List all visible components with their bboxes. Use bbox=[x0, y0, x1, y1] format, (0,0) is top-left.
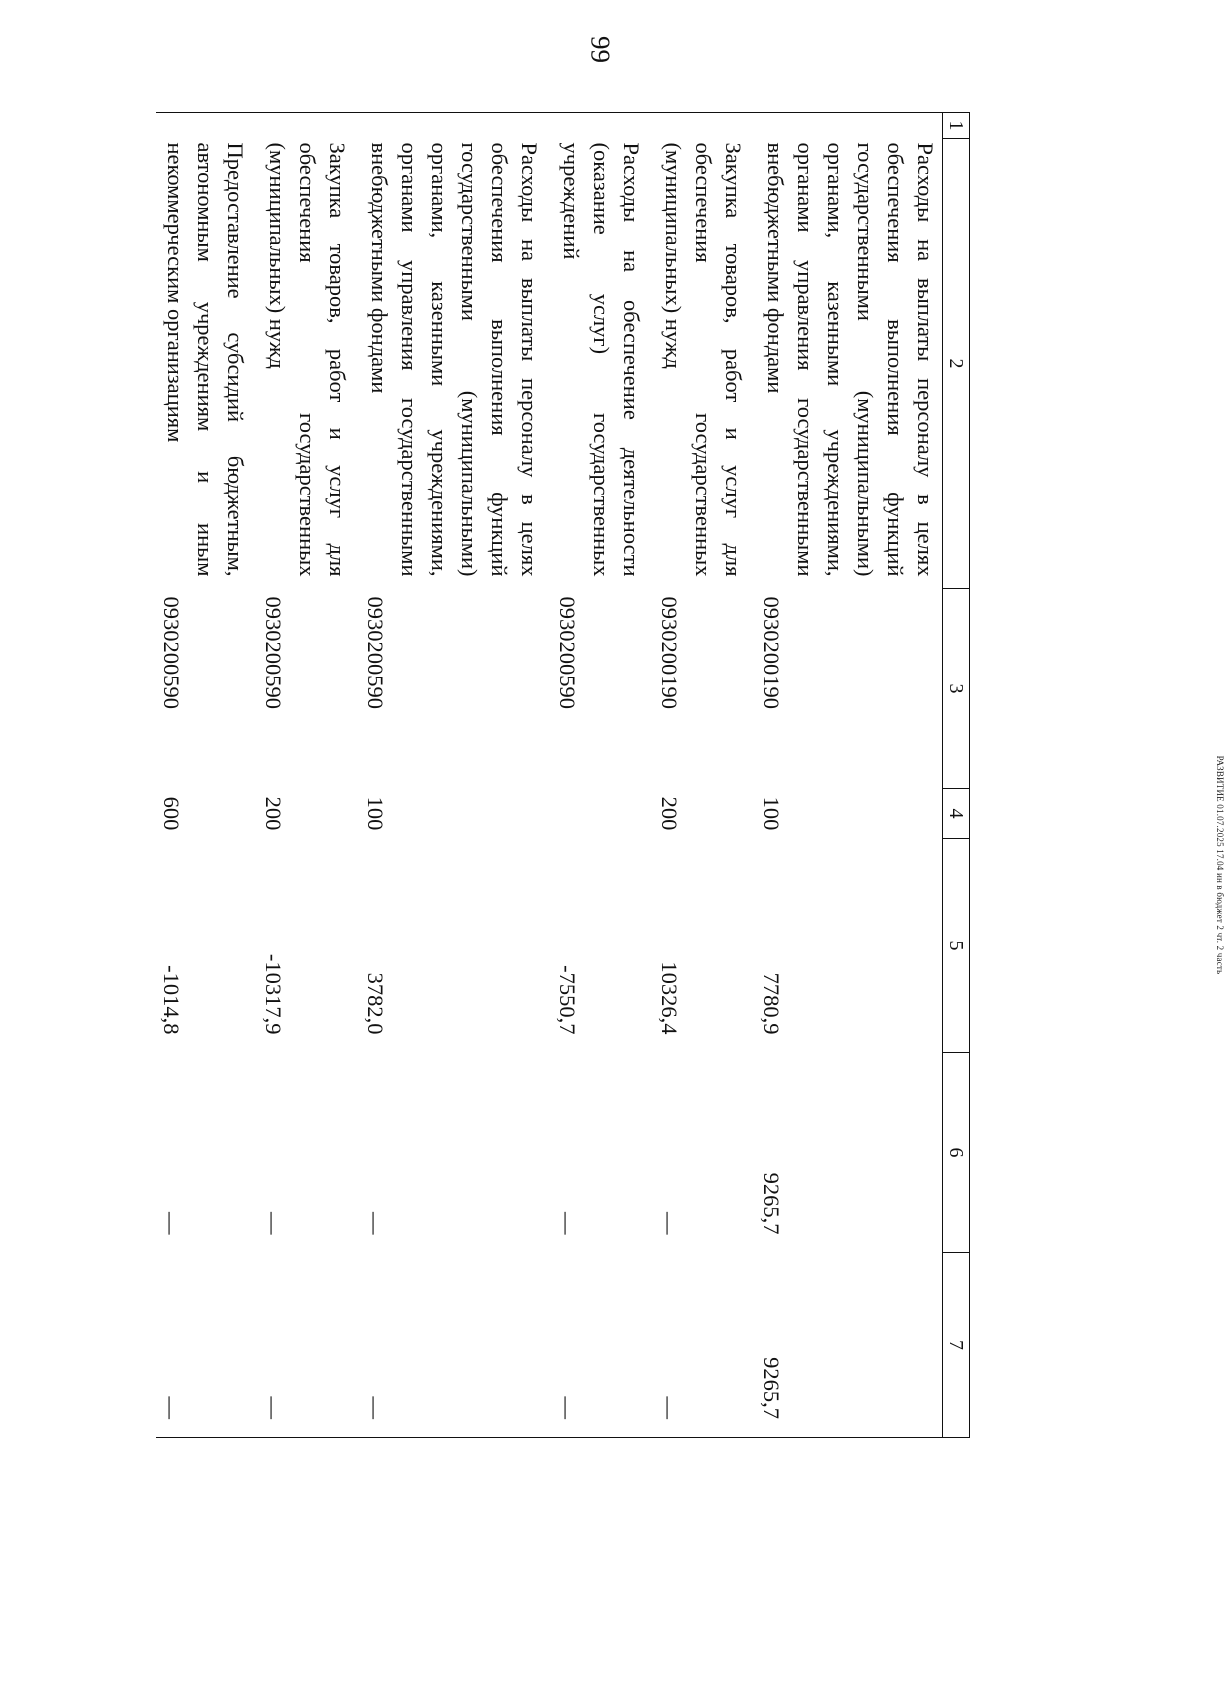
header-col-2: 2 bbox=[943, 139, 970, 589]
row-value-5: -1014,8 bbox=[159, 965, 184, 1035]
header-col-5: 5 bbox=[943, 839, 970, 1053]
row-code: 0930200190 bbox=[759, 596, 784, 709]
row-value-7: — bbox=[360, 1253, 552, 1438]
row-value-6: — bbox=[657, 1212, 682, 1235]
row-value-6: — bbox=[363, 1212, 388, 1235]
row-col-1-cell bbox=[552, 113, 654, 139]
row-code: 0930200190 bbox=[657, 596, 682, 709]
row-col-1-cell bbox=[258, 113, 360, 139]
row-value-7: — bbox=[258, 1253, 360, 1438]
table-row bbox=[156, 113, 258, 1438]
row-value-7: 9265,7 bbox=[756, 1253, 943, 1438]
row-description: Расходы на выплаты персоналу в целях обеспечения выполнения функций государственными (муниципальными) органами, казенными учреждениями, органами управления государственными внебюджетными фондами bbox=[763, 142, 938, 577]
row-code: 0930200590 bbox=[159, 596, 184, 709]
page-number: 99 bbox=[585, 36, 616, 63]
header-col-6: 6 bbox=[943, 1053, 970, 1253]
row-value-5: 7780,9 bbox=[759, 972, 784, 1035]
row-kind: 100 bbox=[759, 796, 784, 831]
row-col-1-cell bbox=[756, 113, 943, 139]
row-code: 0930200590 bbox=[363, 596, 388, 709]
row-col-1-cell bbox=[654, 113, 756, 139]
table-row bbox=[756, 113, 943, 1438]
table-row bbox=[258, 113, 360, 1438]
row-code: 0930200590 bbox=[555, 596, 580, 709]
table-row bbox=[654, 113, 756, 1438]
budget-table bbox=[156, 112, 970, 1438]
footer-filename: РАЗВИТИЕ 01.07.2025 17.04 ин в бюджет 2 чт. 2 часть bbox=[1215, 755, 1225, 975]
row-value-6: 9265,7 bbox=[759, 1172, 784, 1235]
header-col-7: 7 bbox=[943, 1253, 970, 1438]
row-value-5: 3782,0 bbox=[363, 972, 388, 1035]
row-value-6: — bbox=[555, 1212, 580, 1235]
row-value-7: — bbox=[156, 1253, 258, 1438]
rotated-table-frame bbox=[150, 112, 970, 1437]
header-col-4: 4 bbox=[943, 789, 970, 839]
row-value-5: 10326,4 bbox=[657, 961, 682, 1035]
header-col-3: 3 bbox=[943, 589, 970, 789]
row-value-5: -7550,7 bbox=[555, 965, 580, 1035]
row-code: 0930200590 bbox=[261, 596, 286, 709]
row-col-1-cell bbox=[360, 113, 552, 139]
row-description: Предоставление субсидий бюджетным, автономным учреждениям и иным некоммерческим организациям bbox=[163, 142, 248, 577]
row-description: Расходы на обеспечение деятельности (оказание услуг) государственных учреждений bbox=[559, 142, 644, 577]
row-value-6: — bbox=[159, 1212, 184, 1235]
row-description: Закупка товаров, работ и услуг для обеспечения государственных (муниципальных) нужд bbox=[661, 142, 746, 577]
table-row bbox=[552, 113, 654, 1438]
row-description: Расходы на выплаты персоналу в целях обеспечения выполнения функций государственными (муниципальными) органами, казенными учреждениями, органами управления государственными внебюджетными фондами bbox=[367, 142, 542, 577]
row-col-1-cell bbox=[156, 113, 258, 139]
row-value-7: — bbox=[654, 1253, 756, 1438]
table-row bbox=[360, 113, 552, 1438]
row-kind: 200 bbox=[261, 796, 286, 831]
row-value-7: — bbox=[552, 1253, 654, 1438]
row-value-6: — bbox=[261, 1212, 286, 1235]
row-value-5: -10317,9 bbox=[261, 953, 286, 1035]
header-col-1: 1 bbox=[943, 113, 970, 139]
row-kind: 200 bbox=[657, 796, 682, 831]
row-description: Закупка товаров, работ и услуг для обеспечения государственных (муниципальных) нужд bbox=[265, 142, 350, 577]
row-kind bbox=[552, 789, 654, 839]
row-kind: 100 bbox=[363, 796, 388, 831]
row-kind: 600 bbox=[159, 796, 184, 831]
header-row bbox=[943, 113, 970, 1438]
